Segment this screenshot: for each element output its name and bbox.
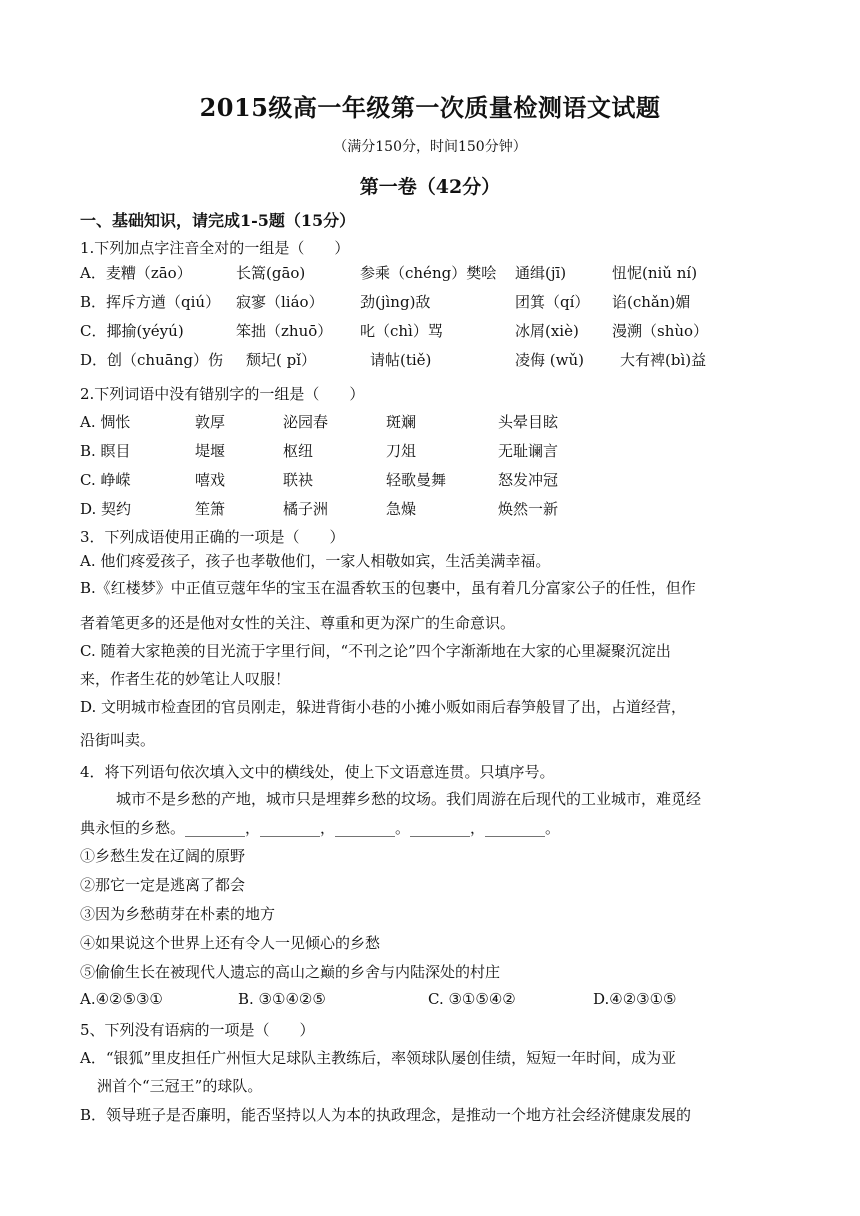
q2-stem: 2.下列词语中没有错别字的一组是（ ） [80,385,365,403]
q3-option-d-line1: D. 文明城市检查团的官员刚走，躲进背街小巷的小摊小贩如雨后春笋般冒了出，占道经营， [80,698,687,716]
q5-stem: 5、下列没有语病的一项是（ ） [80,1021,315,1039]
q2-a-4: 斑斓 [386,413,417,431]
q4-passage-line1: 城市不是乡愁的产地，城市只是埋葬乡愁的坟场。我们周游在后现代的工业城市，难觅经 [116,790,702,808]
q4-option-d: D.④②③①⑤ [593,990,677,1008]
q1-d-1: D．创（chuāng）伤 [80,351,223,369]
q3-stem: 3．下列成语使用正确的一项是（ ） [80,528,345,546]
q5-option-a-line2: 洲首个“三冠王”的球队。 [97,1077,263,1095]
q1-b-4: 团箕（qí） [515,293,590,311]
exam-subtitle: （满分150分，时间150分钟） [333,139,527,155]
q2-c-1: C. 峥嵘 [80,471,131,489]
q3-option-c-line1: C. 随着大家艳羡的目光流于字里行间，“不刊之论”四个字渐渐地在大家的心里凝聚沉淀出 [80,642,671,660]
q1-a-3: 参乘（chéng）樊哙 [360,264,497,282]
q2-b-5: 无耻谰言 [498,442,559,460]
q4-item-2: ②那它一定是逃离了都会 [80,876,246,894]
q3-option-b-line1: B.《红楼梦》中正值豆蔻年华的宝玉在温香软玉的包裹中，虽有着几分富家公子的任性，但作 [80,579,696,597]
q1-stem: 1.下列加点字注音全对的一组是（ ） [80,239,350,257]
q2-c-3: 联袂 [283,471,314,489]
q1-b-2: 寂寥（liáo） [236,293,324,311]
q1-c-2: 笨拙（zhuō） [236,322,333,340]
volume-heading: 第一卷（42分） [359,176,501,198]
q3-option-d-line2: 沿街叫卖。 [80,731,156,749]
q1-b-3: 劲(jìng)敌 [360,293,431,311]
q1-c-1: C．揶揄(yéyú) [80,322,184,340]
q3-option-b-line2: 者着笔更多的还是他对女性的关注、尊重和更为深广的生命意识。 [80,614,516,632]
q1-a-5: 忸怩(niǔ ní) [612,264,698,282]
q1-a-2: 长篙(gāo) [236,264,306,282]
q3-option-a: A. 他们疼爱孩子，孩子也孝敬他们，一家人相敬如宾，生活美满幸福。 [80,552,551,570]
q5-option-b-line1: B．领导班子是否廉明，能否坚持以人为本的执政理念，是推动一个地方社会经济健康发展的 [80,1106,692,1124]
section-heading: 一、基础知识，请完成1-5题（15分） [80,211,356,230]
q2-b-4: 刀俎 [386,442,417,460]
q1-a-1: A．麦糟（zāo） [80,264,192,282]
q2-a-2: 敦厚 [195,413,226,431]
q2-d-2: 笙箫 [195,500,226,518]
q2-b-1: B. 瞑目 [80,442,131,460]
q4-item-5: ⑤偷偷生长在被现代人遗忘的高山之巅的乡舍与内陆深处的村庄 [80,963,501,981]
q2-a-3: 泌园春 [283,413,329,431]
q2-a-1: A. 惆怅 [80,413,131,431]
q1-b-1: B．挥斥方遒（qiú） [80,293,221,311]
q2-d-1: D. 契约 [80,500,132,518]
q4-option-a: A.④②⑤③① [80,990,163,1008]
q1-d-2: 颓圮( pǐ） [246,351,317,369]
q4-item-1: ①乡愁生发在辽阔的原野 [80,847,246,865]
q4-item-3: ③因为乡愁萌芽在朴素的地方 [80,905,276,923]
q1-d-3: 请帖(tiě) [370,351,432,369]
q1-c-3: 叱（chì）骂 [360,322,443,340]
q2-d-5: 焕然一新 [498,500,559,518]
q1-d-4: 凌侮 (wǔ) [515,351,584,369]
q2-d-3: 橘子洲 [283,500,329,518]
q2-c-5: 怒发冲冠 [498,471,559,489]
q3-option-c-line2: 来，作者生花的妙笔让人叹服！ [80,670,291,688]
q2-c-2: 嘻戏 [195,471,226,489]
q2-d-4: 急燥 [386,500,417,518]
exam-title: 2015级高一年级第一次质量检测语文试题 [199,93,661,122]
q4-passage-line2: 典永恒的乡愁。________，________，________。________，________。 [80,819,561,837]
q2-b-3: 枢纽 [283,442,314,460]
q4-item-4: ④如果说这个世界上还有令人一见倾心的乡愁 [80,934,381,952]
q1-c-4: 冰屑(xiè) [515,322,579,340]
q5-option-a-line1: A．“银狐”里皮担任广州恒大足球队主教练后，率领球队屡创佳绩，短短一年时间，成为亚 [80,1049,677,1067]
q4-option-c: C. ③①⑤④② [428,990,516,1008]
q2-a-5: 头晕目眩 [498,413,559,431]
q1-d-5: 大有裨(bì)益 [620,351,707,369]
q4-stem: 4．将下列语句依次填入文中的横线处，使上下文语意连贯。只填序号。 [80,763,555,781]
q2-c-4: 轻歌曼舞 [386,471,447,489]
q1-c-5: 漫溯（shùo） [612,322,709,340]
q1-b-5: 谄(chǎn)媚 [612,293,691,311]
q4-option-b: B. ③①④②⑤ [238,990,326,1008]
q1-a-4: 通缉(jī) [515,264,567,282]
q2-b-2: 堤堰 [195,442,226,460]
